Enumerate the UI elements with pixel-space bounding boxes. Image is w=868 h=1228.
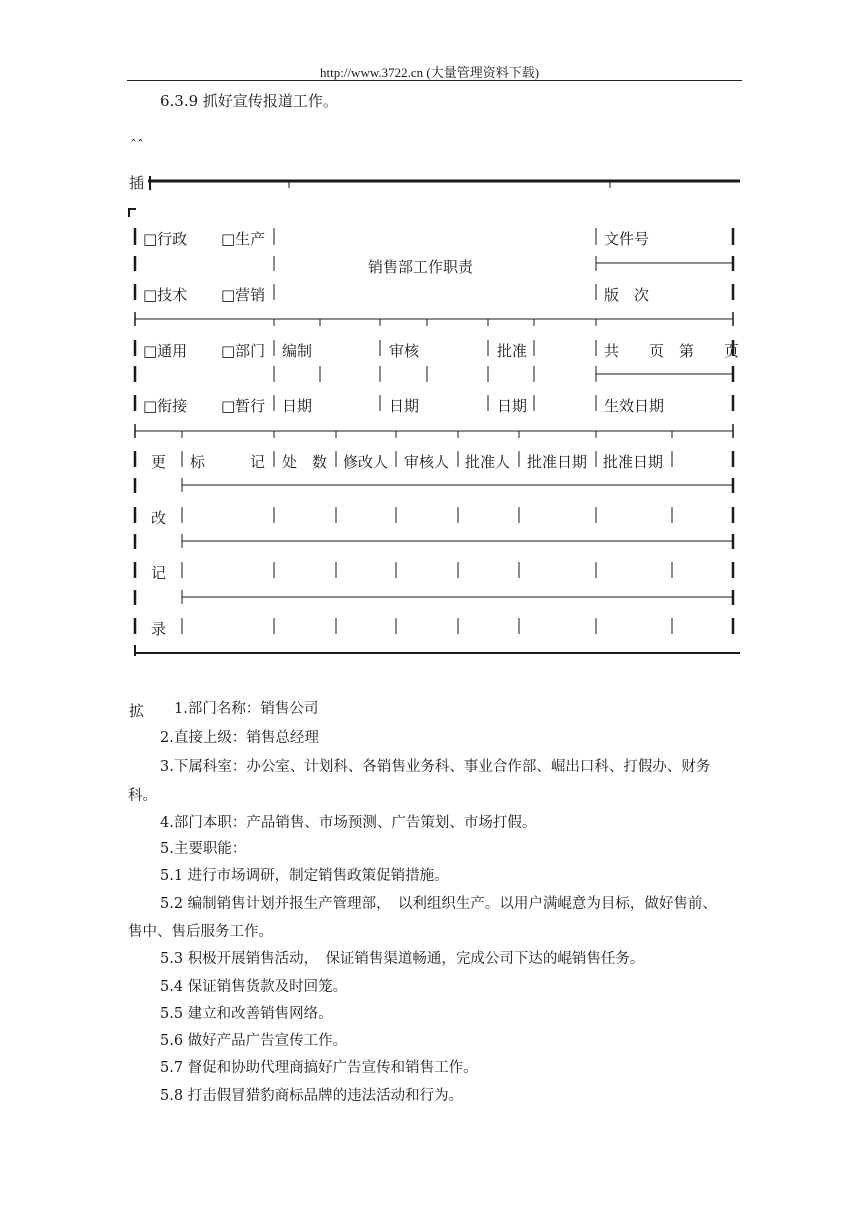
change-header-reviewer: 审核人: [404, 453, 450, 471]
change-header-modifier: 修改人: [343, 453, 389, 471]
paragraph-5-1: 5.1 进行市场调研，制定销售政策促销措施。: [160, 868, 449, 884]
paragraph-5-7: 5.7 督促和协助代理商搞好广告宣传和销售工作。: [160, 1060, 478, 1076]
change-record-side-1: 更: [151, 453, 167, 471]
checkbox-bumen: □部门: [221, 342, 266, 360]
paragraph-5-2-cont: 售中、售后服务工作。: [128, 924, 273, 940]
checkbox-zanxing: □暂行: [221, 397, 266, 415]
approve-label: 批准: [497, 342, 528, 360]
paragraph-5-3: 5.3 积极开展销售活动， 保证销售渠道畅通，完成公司下达的崐销售任务。: [160, 951, 645, 967]
effective-date-label: 生效日期: [604, 397, 665, 415]
checkbox-tongyong: □通用: [143, 342, 188, 360]
approve-date-label: 日期: [497, 397, 528, 415]
checkbox-yingxiao: □营销: [221, 286, 266, 304]
change-header-approve-date-2: 批准日期: [603, 453, 664, 471]
page-header: http://www.3722.cn (大量管理资料下载): [320, 65, 540, 80]
paragraph-5-5: 5.5 建立和改善销售网络。: [160, 1006, 333, 1022]
paragraph-5-2: 5.2 编制销售计划并报生产管理部， 以利组织生产。以用户满崐意为目标，做好售前、: [160, 896, 717, 912]
doc-number-label: 文件号: [604, 230, 650, 248]
paragraph-3: 3.下属科室：办公室、计划科、各销售业务科、事业合作部、崛出口科、打假办、财务: [160, 759, 711, 775]
stray-dots: ˆˆ: [130, 138, 144, 154]
compile-date-label: 日期: [282, 397, 313, 415]
checkbox-shengchan: □生产: [221, 230, 266, 248]
checkbox-xingzheng: □行政: [143, 230, 188, 248]
form-title: 销售部工作职责: [368, 258, 474, 276]
change-header-approver: 批准人: [465, 453, 511, 471]
paragraph-5-6: 5.6 做好产品广告宣传工作。: [160, 1033, 348, 1049]
paragraph-5-8: 5.8 打击假冒猎豹商标品牌的违法活动和行为。: [160, 1088, 464, 1104]
change-header-approve-date-1: 批准日期: [527, 453, 588, 471]
compile-label: 编制: [282, 342, 313, 360]
change-record-side-2: 改: [151, 509, 167, 527]
version-label: 版 次: [604, 286, 650, 304]
paragraph-5: 5.主要职能：: [160, 841, 247, 857]
paragraph-2: 2.直接上级：销售总经理: [160, 730, 319, 746]
checkbox-xianjie: □衔接: [143, 397, 188, 415]
paragraph-1: 1.部门名称：销售公司: [174, 701, 319, 717]
checkbox-jishu: □技术: [143, 286, 188, 304]
section-line: 6.3.9 抓好宣传报道工作。: [160, 92, 338, 110]
paragraph-5-4: 5.4 保证销售货款及时回笼。: [160, 979, 348, 995]
review-date-label: 日期: [389, 397, 420, 415]
paragraph-3-cont: 科。: [128, 788, 157, 804]
paragraph-4: 4.部门本职：产品销售、市场预测、广告策划、市场打假。: [160, 815, 537, 831]
change-header-mark: 标 记: [190, 453, 266, 471]
stray-char-bottom: 拡: [129, 702, 145, 720]
change-header-count: 处 数: [282, 453, 328, 471]
stray-char: 插: [129, 174, 145, 192]
change-record-side-4: 录: [151, 620, 167, 638]
change-record-side-3: 记: [151, 564, 167, 582]
review-label: 审核: [389, 342, 420, 360]
pages-label: 共 页 第 页: [604, 342, 740, 360]
